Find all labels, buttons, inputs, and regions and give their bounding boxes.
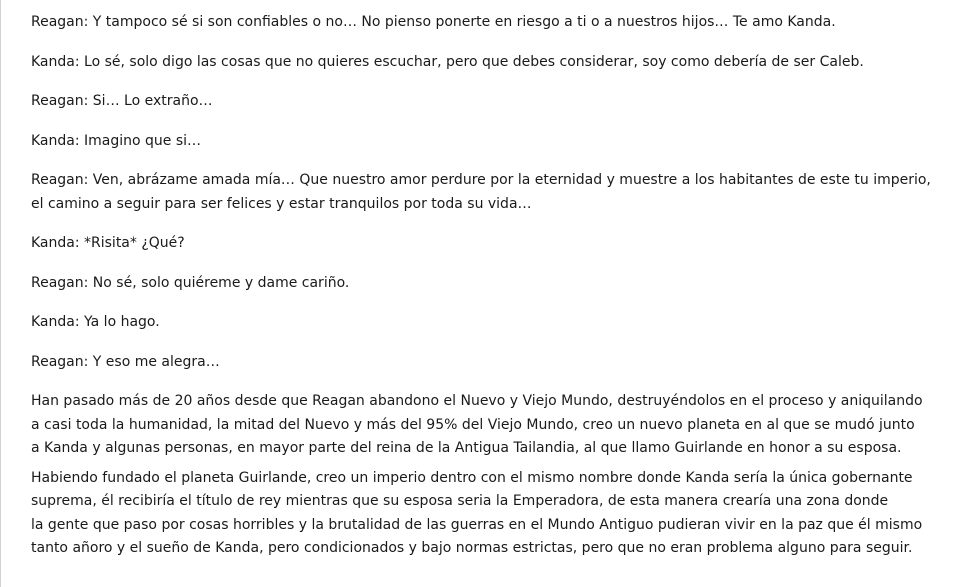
paragraph-line: Reagan: Ven, abrázame amada mía… Que nuestro amor perdure por la eternidad y muestre a los habitantes de este tu imperio, — [31, 172, 931, 188]
paragraph-line: a Kanda y algunas personas, en mayor parte del reina de la Antigua Tailandia, al que llamo Guirlande en honor a su esposa. — [31, 440, 902, 456]
narration-paragraph-1 — [31, 390, 949, 461]
paragraph-line: el camino a seguir para ser felices y estar tranquilos por toda su vida… — [31, 195, 532, 212]
paragraph-line: Han pasado más de 20 años desde que Reagan abandono el Nuevo y Viejo Mundo, destruyéndolos en el proceso y aniquilando — [31, 393, 923, 409]
dialogue-line-kanda-4: Kanda: Ya lo hago. — [31, 314, 160, 330]
paragraph-line: a casi toda la humanidad, la mitad del Nuevo y más del 95% del Viejo Mundo, creo un nuevo planeta en al que se mudó junto — [31, 416, 915, 433]
dialogue-line-kanda-3: Kanda: *Risita* ¿Qué? — [31, 235, 185, 251]
dialogue-line-reagan-2: Reagan: Si… Lo extraño… — [31, 93, 213, 109]
dialogue-line-kanda-1: Kanda: Lo sé, solo digo las cosas que no quieres escuchar, pero que debes considerar, soy como debería de ser Caleb. — [31, 53, 864, 70]
dialogue-line-reagan-3: Reagan: No sé, solo quiéreme y dame cariño. — [31, 274, 350, 291]
paragraph-line: la gente que paso por cosas horribles y la brutalidad de las guerras en el Mundo Antiguo pudieran vivir en la paz que él mismo — [31, 516, 923, 533]
narration-paragraph-2 — [31, 467, 949, 561]
paragraph-line: suprema, él recibiría el título de rey mientras que su esposa seria la Emperadora, de esta manera crearía una zona donde — [31, 493, 889, 509]
dialogue-line-kanda-2: Kanda: Imagino que si… — [31, 132, 202, 149]
paragraph-line: Habiendo fundado el planeta Guirlande, creo un imperio dentro con el mismo nombre donde Kanda sería la única gobernante — [31, 469, 913, 486]
dialogue-line-reagan-embrace — [31, 169, 949, 216]
dialogue-line-reagan-4: Reagan: Y eso me alegra… — [31, 353, 220, 370]
paragraph-line: tanto añoro y el sueño de Kanda, pero condicionados y bajo normas estrictas, pero que no eran problema alguno para seguir. — [31, 540, 913, 556]
dialogue-line-reagan-1: Reagan: Y tampoco sé si son confiables o no… No pienso ponerte en riesgo a ti o a nuestros hijos… Te amo Kanda. — [31, 14, 836, 30]
